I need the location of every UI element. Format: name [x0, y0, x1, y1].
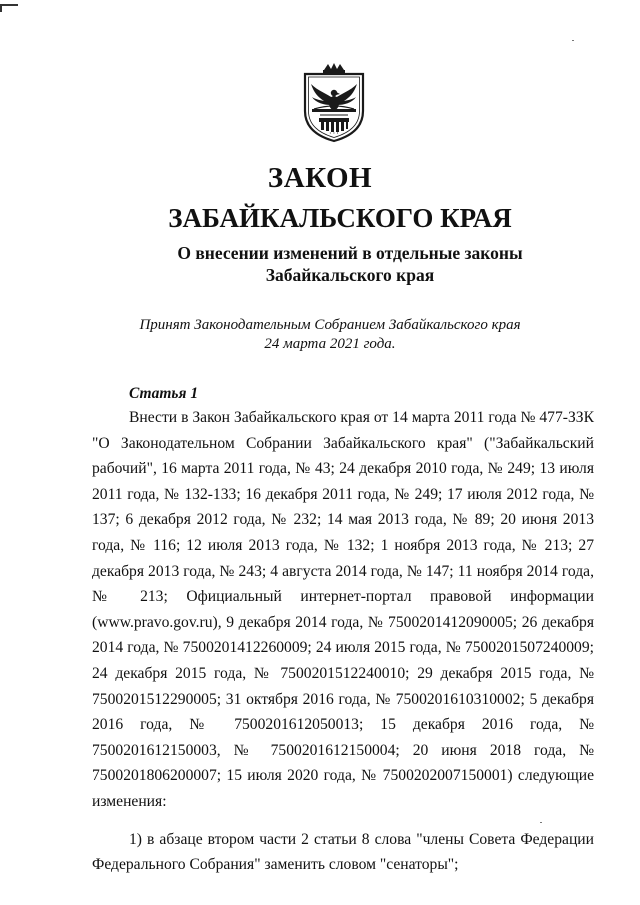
adoption-note-line-1: Принят Законодательным Собранием Забайкальского края [139, 317, 521, 333]
law-title: ЗАКОН [267, 162, 373, 194]
scan-speck [540, 822, 542, 823]
law-subject [120, 242, 580, 286]
coat-of-arms-icon [300, 63, 368, 143]
adoption-note [100, 316, 560, 354]
adoption-note-line-2: 24 марта 2021 года. [264, 336, 396, 352]
svg-text:· · ·: · · · [329, 131, 339, 137]
article-body [92, 405, 594, 878]
region-title: ЗАБАЙКАЛЬСКОГО КРАЯ [168, 203, 512, 233]
law-subject-line-2: Забайкальского края [265, 265, 435, 285]
law-subject-line-1: О внесении изменений в отдельные законы [177, 243, 523, 263]
scan-corner-mark [0, 4, 18, 6]
article-paragraph: Внести в Закон Забайкальского края от 14 марта 2011 года № 477-ЗЗК "О Законодательном Собрании Забайкальского края" ("Забайкальский рабочий", 16 марта 2011 года, № 43; 24 декабря 2010 года, № 249; 13 июля 2011 года, № 132-133; 16 декабря 2011 года, № 249; 17 июля 2012 года, № 137; 6 декабря 2012 года, № 232; 14 мая 2013 года, № 89; 20 июня 2013 года, № 116; 12 июля 2013 года, № 132; 1 ноября 2013 года, № 213; 27 декабря 2013 года, № 243; 4 августа 2014 года, № 147; 11 ноября 2014 года, № 213; Официальный интернет-портал правовой информации (www.pravo.gov.ru), 9 декабря 2014 года, № 7500201412090005; 26 декабря 2014 года, № 7500201412260009; 24 июля 2015 года, № 7500201507240009; 24 декабря 2015 года, № 7500201512240010; 29 декабря 2015 года, № 7500201512290005; 31 октября 2016 года, № 7500201610310002; 5 декабря 2016 года, № 7500201612050013; 15 декабря 2016 года, № 7500201612150003, № 7500201612150004; 20 июня 2018 года, № 7500201806200007; 15 июля 2020 года, № 7500202007150001) следующие изменения: [92, 409, 594, 810]
article-item: 1) в абзаце втором части 2 статьи 8 слова "члены Совета Федерации Федерального Собрания" заменить словом "сенаторы"; [92, 830, 594, 874]
scan-speck [572, 40, 574, 41]
article-heading: Статья 1 [129, 385, 199, 402]
